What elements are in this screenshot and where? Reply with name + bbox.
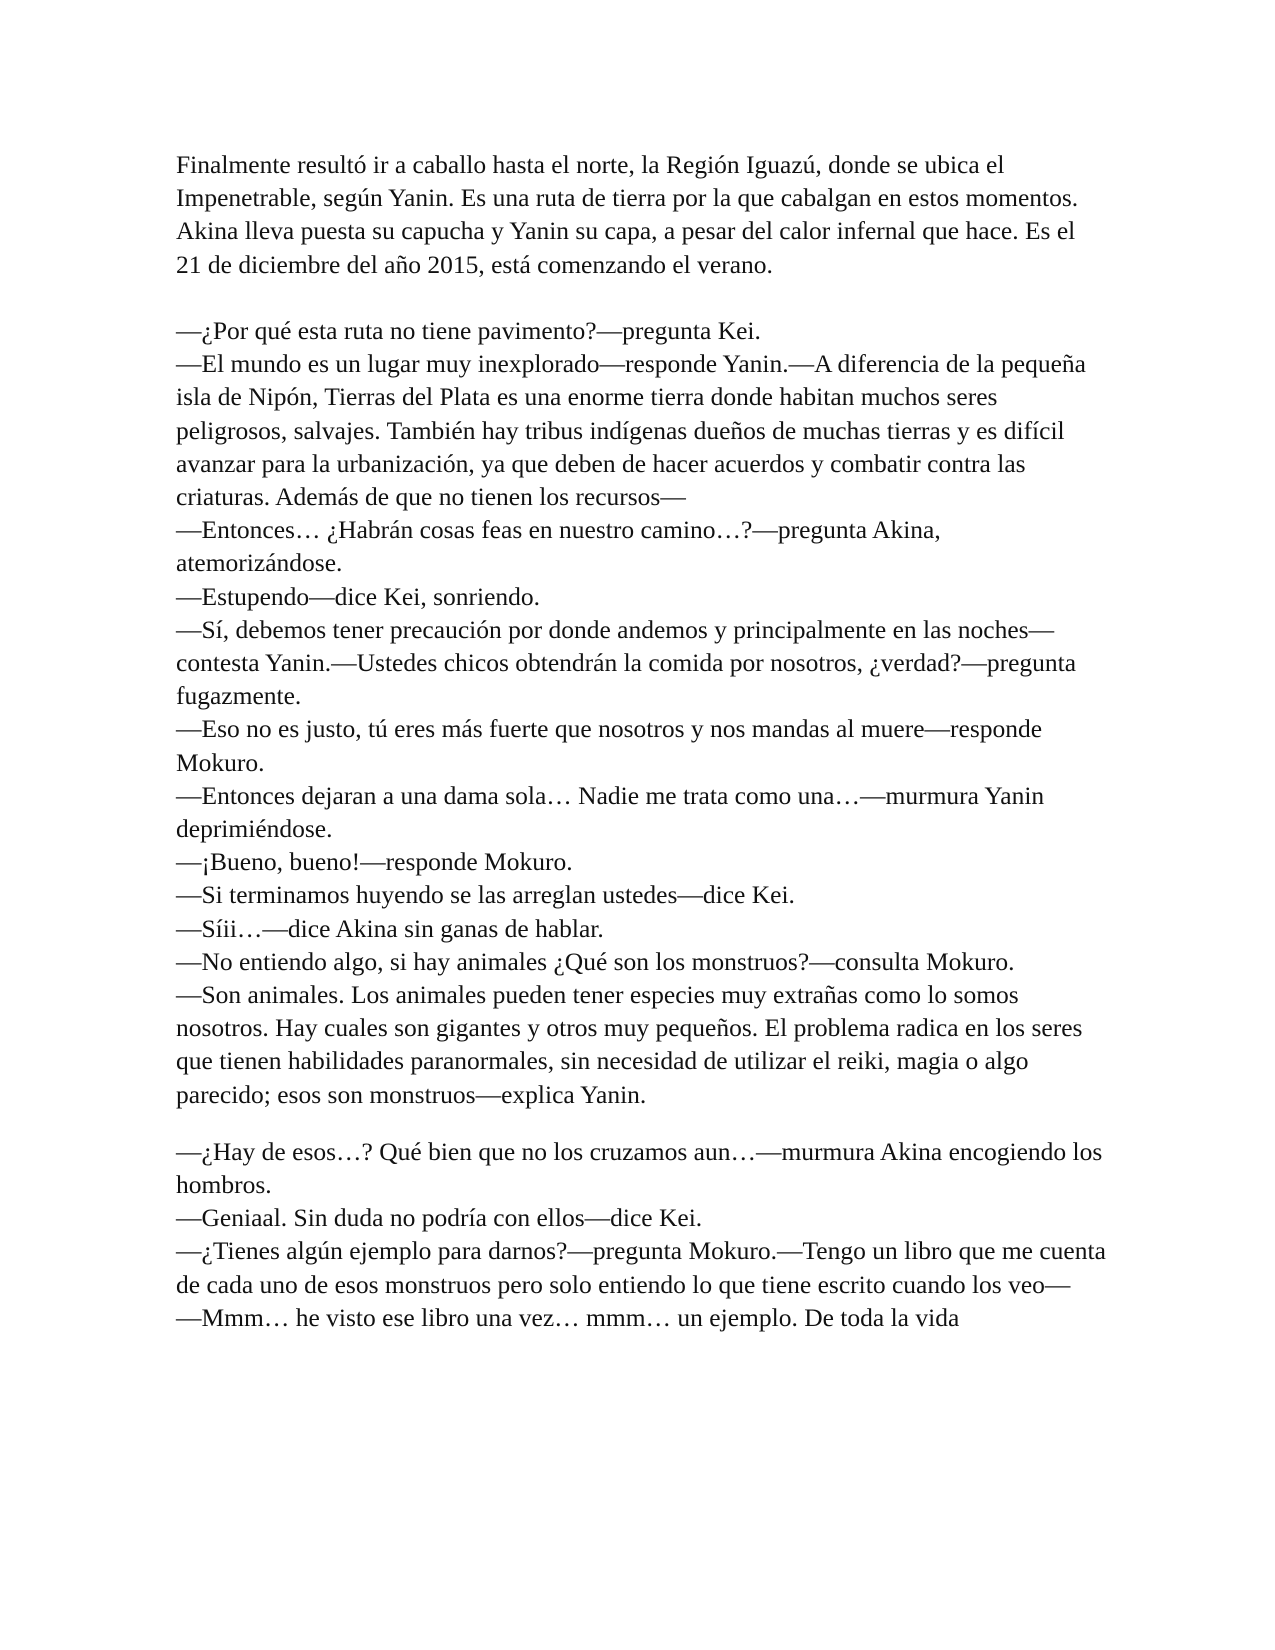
dialogue-line: —¿Por qué esta ruta no tiene pavimento?—pregunta Kei. — [176, 316, 761, 345]
dialogue-line: —Estupendo—dice Kei, sonriendo. — [176, 581, 541, 611]
dialogue-line: —Mmm… he visto ese libro una vez… mmm… un ejemplo. De toda la vida — [176, 1302, 960, 1332]
dialogue-line: —Si terminamos huyendo se las arreglan ustedes—dice Kei. — [176, 880, 795, 910]
dialogue-line: —No entiendo algo, si hay animales ¿Qué son los monstruos?—consulta Mokuro. — [176, 946, 1015, 976]
dialogue-line: —Sí, debemos tener precaución por donde andemos y principalmente en las noches—contesta Yanin.—Ustedes chicos obtendrán la comida por nosotros, ¿verdad?—pregunta fugazmente. — [176, 614, 1083, 711]
paragraph-spacer — [176, 1111, 1106, 1135]
dialogue-line: —Entonces… ¿Habrán cosas feas en nuestro camino…?—pregunta Akina, atemorizándose. — [176, 515, 948, 578]
dialogue-line: —¿Hay de esos…? Qué bien que no los cruzamos aun…—murmura Akina encogiendo los hombros. — [176, 1136, 1109, 1200]
paragraph-narration-intro: Finalmente resultó ir a caballo hasta el norte, la Región Iguazú, donde se ubica el Impenetrable, según Yanin. Es una ruta de tierra por la que cabalgan en estos momentos. Akina lleva puesta su capucha y Yanin su capa, a pesar del calor infernal que hace. Es el 21 de diciembre del año 2015, está comenzando el verano. — [176, 150, 1084, 279]
dialogue-line: —Eso no es justo, tú eres más fuerte que nosotros y nos mandas al muere—responde Mokuro. — [176, 714, 1049, 777]
paragraph-spacer — [176, 281, 1106, 314]
dialogue-line: —¡Bueno, bueno!—responde Mokuro. — [176, 847, 573, 877]
dialogue-line: —El mundo es un lugar muy inexplorado—responde Yanin.—A diferencia de la pequeña isla de Nipón, Tierras del Plata es una enorme tierra donde habitan muchos seres peligrosos, salvajes. También hay tribus indígenas dueños de muchas tierras y es difícil avanzar para la urbanización, ya que deben de hacer acuerdos y combatir contra las criaturas. Además de que no tienen los recursos— — [176, 349, 1093, 512]
dialogue-line: —Geniaal. Sin duda no podría con ellos—dice Kei. — [176, 1203, 703, 1233]
dialogue-line: —¿Tienes algún ejemplo para darnos?—pregunta Mokuro.—Tengo un libro que me cuenta de cada uno de esos monstruos pero solo entiendo lo que tiene escrito cuando los veo— — [176, 1236, 1113, 1299]
dialogue-line: —Síii…—dice Akina sin ganas de hablar. — [176, 913, 604, 943]
body-text — [176, 148, 1113, 1334]
dialogue-line: —Entonces dejaran a una dama sola… Nadie me trata como una…—murmura Yanin deprimiéndose. — [176, 780, 1051, 844]
dialogue-line: —Son animales. Los animales pueden tener especies muy extrañas como lo somos nosotros. Hay cuales son gigantes y otros muy pequeños. El problema radica en los seres que tienen habilidades paranormales, sin necesidad de utilizar el reiki, magia o algo parecido; esos son monstruos—explica Yanin. — [176, 980, 1089, 1109]
